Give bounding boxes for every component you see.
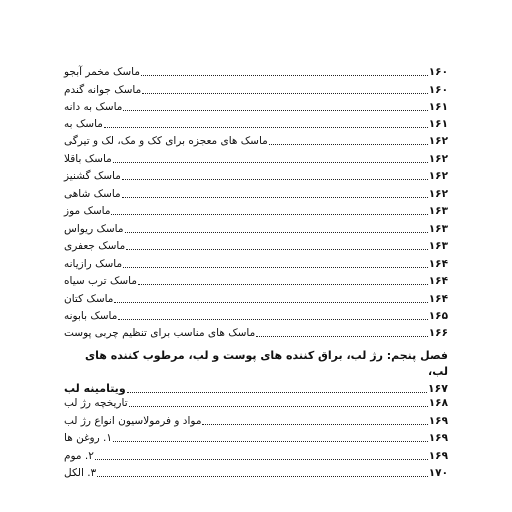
dot-leader xyxy=(129,406,428,407)
toc-entry[interactable] xyxy=(62,411,448,428)
toc-entry-title: ماسک به دانه xyxy=(64,101,123,113)
toc-entry[interactable] xyxy=(62,62,448,79)
toc-entry[interactable] xyxy=(62,323,448,340)
toc-entry-page: ۱۶۳ xyxy=(428,223,448,235)
toc-entry-page: ۱۶۵ xyxy=(428,310,448,322)
toc-entry-title: ماسک جوانه گندم xyxy=(64,84,142,96)
toc-entry-page: ۱۶۲ xyxy=(428,170,448,182)
dot-leader xyxy=(202,424,427,425)
toc-entry[interactable] xyxy=(62,254,448,271)
dot-leader xyxy=(113,441,428,442)
chapter-page: ۱۶۷ xyxy=(427,382,448,395)
toc-entry[interactable] xyxy=(62,219,448,236)
dot-leader xyxy=(113,162,428,163)
toc-entry-title: ماسک به xyxy=(64,118,103,130)
dot-leader xyxy=(104,127,428,128)
dot-leader xyxy=(123,267,428,268)
toc-entry-title: ماسک شاهی xyxy=(64,188,121,200)
dot-leader xyxy=(123,110,427,111)
chapter-heading[interactable] xyxy=(62,348,448,396)
toc-entry-title: ماسک های معجزه برای کک و مک، لک و تیرگی xyxy=(64,135,268,147)
dot-leader xyxy=(95,459,428,460)
toc-entry-title: ماسک گشنیز xyxy=(64,170,121,182)
toc-entry-page: ۱۶۸ xyxy=(428,397,448,409)
toc-entry-title: ماسک کتان xyxy=(64,293,114,305)
toc-entry-page: ۱۶۳ xyxy=(428,205,448,217)
toc-entry[interactable] xyxy=(62,114,448,131)
toc-entry-title: ۱. روغن ها xyxy=(64,432,113,444)
dot-leader xyxy=(126,249,428,250)
toc-entry[interactable] xyxy=(62,184,448,201)
dot-leader xyxy=(142,93,428,94)
dot-leader xyxy=(138,284,428,285)
toc-entry-page: ۱۷۰ xyxy=(428,467,448,479)
toc-entry[interactable] xyxy=(62,463,448,480)
toc-entry-page: ۱۶۴ xyxy=(428,293,448,305)
toc-entry-page: ۱۶۴ xyxy=(428,258,448,270)
dot-leader xyxy=(125,232,428,233)
dot-leader xyxy=(269,144,428,145)
toc-entry[interactable] xyxy=(62,393,448,410)
chapter-title-line1: فصل پنجم: رژ لب، براق کننده های پوست و لب، مرطوب کننده های لب، xyxy=(85,349,448,378)
dot-leader xyxy=(111,214,427,215)
dot-leader xyxy=(122,197,428,198)
toc-entry[interactable] xyxy=(62,131,448,148)
toc-entry-title: ماسک های مناسب برای تنظیم چربی پوست xyxy=(64,327,256,339)
toc-entry-title: ماسک مخمر آبجو xyxy=(64,66,141,78)
dot-leader xyxy=(256,336,428,337)
toc-entry[interactable] xyxy=(62,201,448,218)
toc-entry[interactable] xyxy=(62,149,448,166)
toc-entry-title: ماسک موز xyxy=(64,205,111,217)
toc-entry-page: ۱۶۱ xyxy=(428,118,448,130)
toc-entry[interactable] xyxy=(62,236,448,253)
toc-entry[interactable] xyxy=(62,428,448,445)
toc-entry-title: ماسک باقلا xyxy=(64,153,112,165)
toc-entry-title: ماسک ریواس xyxy=(64,223,124,235)
toc-entry[interactable] xyxy=(62,166,448,183)
dot-leader xyxy=(141,75,428,76)
toc-entry[interactable] xyxy=(62,289,448,306)
toc-entry-page: ۱۶۹ xyxy=(428,450,448,462)
toc-entry[interactable] xyxy=(62,306,448,323)
toc-entry[interactable] xyxy=(62,97,448,114)
toc-entry-page: ۱۶۰ xyxy=(428,66,448,78)
toc-entry-title: تاریخچه رژ لب xyxy=(64,397,128,409)
toc-entry-page: ۱۶۱ xyxy=(428,101,448,113)
toc-entry-title: ماسک رازیانه xyxy=(64,258,123,270)
dot-leader xyxy=(122,179,428,180)
toc-entry[interactable] xyxy=(62,271,448,288)
toc-entry-page: ۱۶۲ xyxy=(428,153,448,165)
toc-entry[interactable] xyxy=(62,80,448,97)
toc-entry-page: ۱۶۹ xyxy=(428,432,448,444)
toc-entry-page: ۱۶۲ xyxy=(428,135,448,147)
toc-entry-title: ماسک ترب سیاه xyxy=(64,275,137,287)
toc-entry-title: ماسک بابونه xyxy=(64,310,118,322)
chapter-title-line2: ویتامینه لب xyxy=(64,382,126,395)
toc-entry-title: مواد و فرمولاسیون انواع رژ لب xyxy=(64,415,202,427)
toc-entry-page: ۱۶۲ xyxy=(428,188,448,200)
toc-entry-page: ۱۶۹ xyxy=(428,415,448,427)
toc-entry-page: ۱۶۶ xyxy=(428,327,448,339)
toc-entry-page: ۱۶۳ xyxy=(428,240,448,252)
toc-entry-title: ۳. الکل xyxy=(64,467,97,479)
dot-leader xyxy=(114,302,427,303)
toc-entry-title: ماسک جعفری xyxy=(64,240,126,252)
toc-entry-page: ۱۶۰ xyxy=(428,84,448,96)
dot-leader xyxy=(97,476,428,477)
toc-entry-page: ۱۶۴ xyxy=(428,275,448,287)
toc-entry[interactable] xyxy=(62,446,448,463)
dot-leader xyxy=(118,319,427,320)
toc-entry-title: ۲. موم xyxy=(64,450,94,462)
